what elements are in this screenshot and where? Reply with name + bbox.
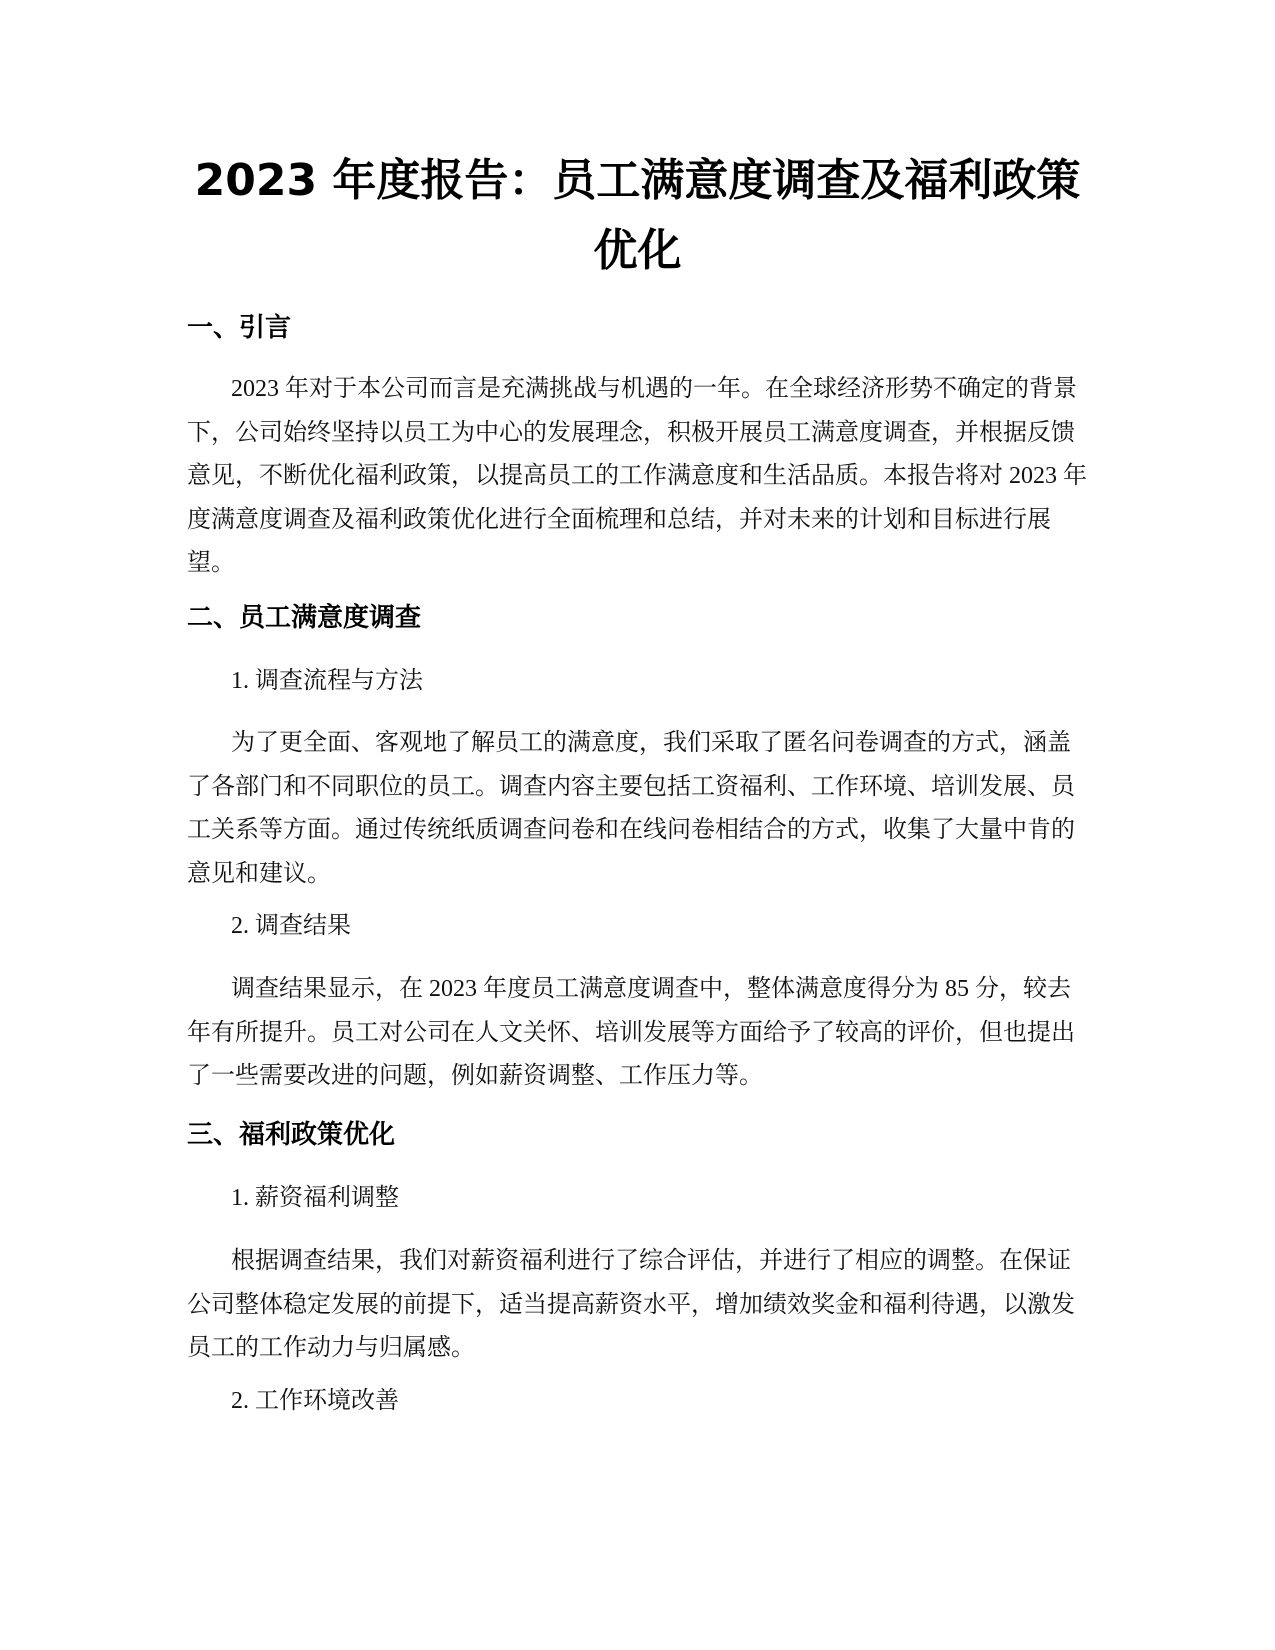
section-heading-survey: 二、员工满意度调查	[187, 603, 422, 633]
paragraph-text: 为了更全面、客观地了解员工的满意度，我们采取了匿名问卷调查的方式，涵盖了各部门和不同职位的员工。调查内容主要包括工资福利、工作环境、培训发展、员工关系等方面。通过传统纸质调查问卷和在线问卷相结合的方式，收集了大量中肯的意见和建议。	[187, 730, 1075, 887]
section-paragraph-introduction	[187, 368, 1087, 586]
paragraph-survey-method	[187, 722, 1087, 896]
subheading-survey-method: 1. 调查流程与方法	[231, 668, 423, 694]
paragraph-salary-adjustment	[187, 1240, 1087, 1371]
subheading-salary-adjustment: 1. 薪资福利调整	[231, 1185, 399, 1211]
paragraph-text: 根据调查结果，我们对薪资福利进行了综合评估，并进行了相应的调整。在保证公司整体稳定发展的前提下，适当提高薪资水平，增加绩效奖金和福利待遇，以激发员工的工作动力与归属感。	[187, 1248, 1075, 1361]
section-heading-introduction: 一、引言	[187, 313, 292, 343]
subheading-survey-results: 2. 调查结果	[231, 913, 351, 939]
section-heading-benefits: 三、福利政策优化	[187, 1120, 396, 1150]
paragraph-text: 调查结果显示，在 2023 年度员工满意度调查中，整体满意度得分为 85 分，较去年有所提升。员工对公司在人文关怀、培训发展等方面给予了较高的评价，但也提出了一些需要改进的问题，例如薪资调整、工作压力等。	[187, 976, 1075, 1089]
paragraph-text: 2023 年对于本公司而言是充满挑战与机遇的一年。在全球经济形势不确定的背景下，公司始终坚持以员工为中心的发展理念，积极开展员工满意度调查，并根据反馈意见，不断优化福利政策，以提高员工的工作满意度和生活品质。本报告将对 2023 年度满意度调查及福利政策优化进行全面梳理和总结，并对未来的计划和目标进行展望。	[187, 376, 1087, 576]
subheading-work-environment: 2. 工作环境改善	[231, 1388, 399, 1414]
paragraph-survey-results	[187, 968, 1087, 1099]
document-title: 2023 年度报告：员工满意度调查及福利政策优化	[194, 155, 1081, 276]
